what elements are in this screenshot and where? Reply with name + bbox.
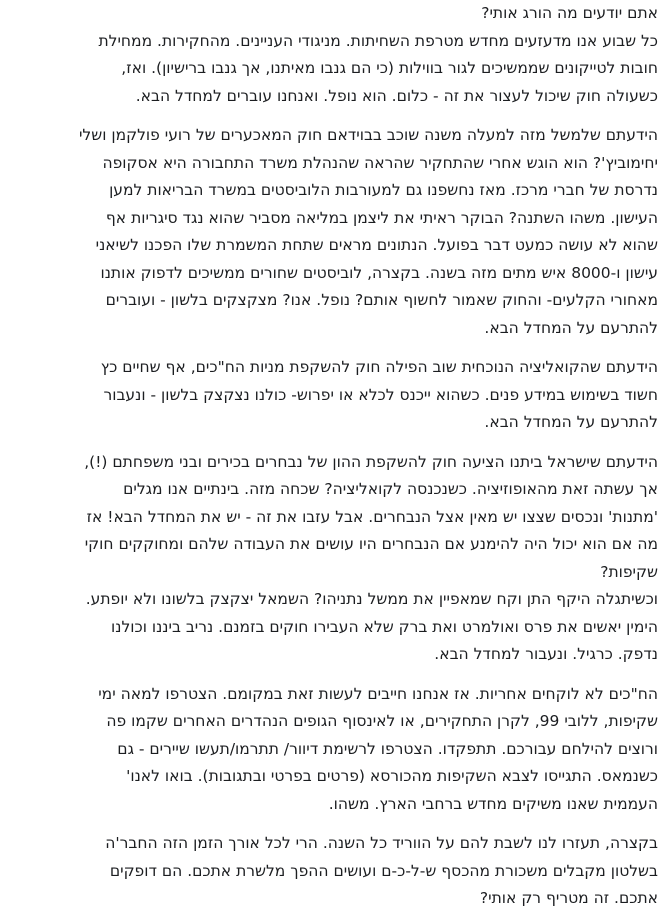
text-line: כשעולה חוק שיכול לעצור את זה - כלום. הוא נופל. ואנחנו עוברים למחדל הבא. [135, 86, 658, 105]
text-line: מאחורי הקלעים- והחוק שאמור לחשוף אותם? נופל. אנו? מצקצקים בלשון - ועוברים [105, 291, 658, 309]
text-line: וכשיתגלה היקף התן וקח שמאפיין את ממשל נתניהו? השמאל יצקצק בלשונו ולא יופתע. [85, 590, 658, 608]
paragraph-6 [4, 681, 658, 819]
text-line: מה אם הוא יכול היה להימנע אם הנבחרים היו עושים את העבודה שלהם ומחוקקים חוקי [84, 535, 658, 553]
text-line: הידעתם שלמשל מזה למעלה משנה שוכב בבוידאם חוק המאכערים של רועי פולקמן ושלי [78, 126, 658, 144]
text-line: אתם יודעים מה הורג אותי? [481, 4, 658, 22]
text-line: הידעתם שישראל ביתנו הציעה חוק להשקפת ההון של נבחרים בכירים ובני משפחתם (!), [84, 452, 658, 471]
text-line: העממית שאנו משיקים מחדש ברחבי הארץ. משהו. [328, 794, 658, 813]
paragraph-1 [4, 0, 658, 110]
paragraph-7 [4, 830, 658, 913]
text-line: יחימוביץ'? הוא הוגש אחרי שהתחקיר שהראה שהנהלת משרד התחבורה היא אסקופה [102, 153, 658, 172]
text-line: ורוצים להילחם עבורכם. תתפקדו. הצטרפו לרשימת דיוור/ תתרמו/תעשו שיירים - גם [117, 739, 658, 758]
text-line: שהוא לא עושה כמעט דבר בפועל. הנתונים מראים שתחת המשמרת שלו הפכנו לשיאני [95, 236, 658, 254]
paragraph-4 [4, 449, 658, 587]
text-line: חשוד בשימוש במידע פנים. כשהוא ייכנס לכלא או יפרוש- כולנו נצקצק בלשון - ונעבור [103, 385, 658, 404]
text-line: עישון ו-8000 איש מתים מזה בשנה. בקצרה, לוביסטים שחורים ממשיכים לדפוק אותנו [100, 263, 658, 282]
text-line: העישון. משהו השתנה? הבוקר ראיתי את ליצמן במליאה מסביר שהוא נגד סיגריות אף [105, 208, 658, 227]
text-line: הימין יאשים את פרס ואולמרט ואת ברק שלא העבירו חוקים בזמנם. נריב ביננו וכולנו [111, 617, 658, 636]
text-line: להתרעם על המחדל הבא. [484, 318, 658, 337]
paragraph-3 [4, 354, 658, 437]
text-line: שקיפות? [600, 562, 658, 581]
text-line: להתרעם על המחדל הבא. [484, 413, 658, 431]
text-line: אך עשתה זאת מהאופוזיציה. כשנכנסה לקואליציה? שכחה מזה. בינתיים אנו מגלים [123, 480, 658, 498]
text-line: כשנמאס. התגייסו לצבא השקיפות מהכורסא (פרטים בפרטי ובתגובות). בואו לאנו' [126, 767, 658, 785]
paragraph-2 [4, 122, 658, 342]
text-line: כל שבוע אנו מדעזעים מחדש מטרפת השחיתות. מניגודי העניינים. מהחקירות. ממחילת [98, 31, 658, 50]
text-line: נדרסת של חברי מרכז. מאז נחשפנו גם למעורבות הלוביסטים במשרד הבריאות למען [109, 181, 658, 199]
paragraph-5 [4, 586, 658, 669]
text-line: בקצרה, תעזרו לנו לשבת להם על הווריד כל השנה. הרי לכל אורך הזמן הזה החבר'ה [105, 834, 658, 852]
text-line: חובות לטייקונים שממשיכים לגור בווילות (כי הם גנבו מאיתנו, אך גנבו ברישיון). ואז, [121, 59, 658, 77]
text-line: הידעתם שהקואליציה הנוכחית שוב הפילה חוק להשקפת מניות הח"כים, אף שחיים כץ [100, 358, 658, 376]
text-line: נדפק. כרגיל. ונעבור למחדל הבא. [434, 645, 658, 663]
text-line: שקיפות, ללובי 99, לקרן התחקירים, או לאינסוף הגופים הנהדרים האחרים שקמו פה [106, 712, 658, 730]
text-line: 'מתנות' ונכסים שצצו יש מאין אצל הנבחרים. אבל עזבו את זה - יש את המחדל הבא! אז [86, 507, 658, 526]
text-line: בשלטון מקבלים משכורת מהכסף ש-ל-כ-ם ועושים ההפך מלשרת אתכם. הם דופקים [109, 861, 658, 880]
text-line: הח"כים לא לוקחים אחריות. אז אנחנו חייבים לעשות זאת במקומם. הצטרפו למאה ימי [98, 684, 658, 703]
text-line: אתכם. זה מטריף רק אותי? [479, 889, 658, 907]
